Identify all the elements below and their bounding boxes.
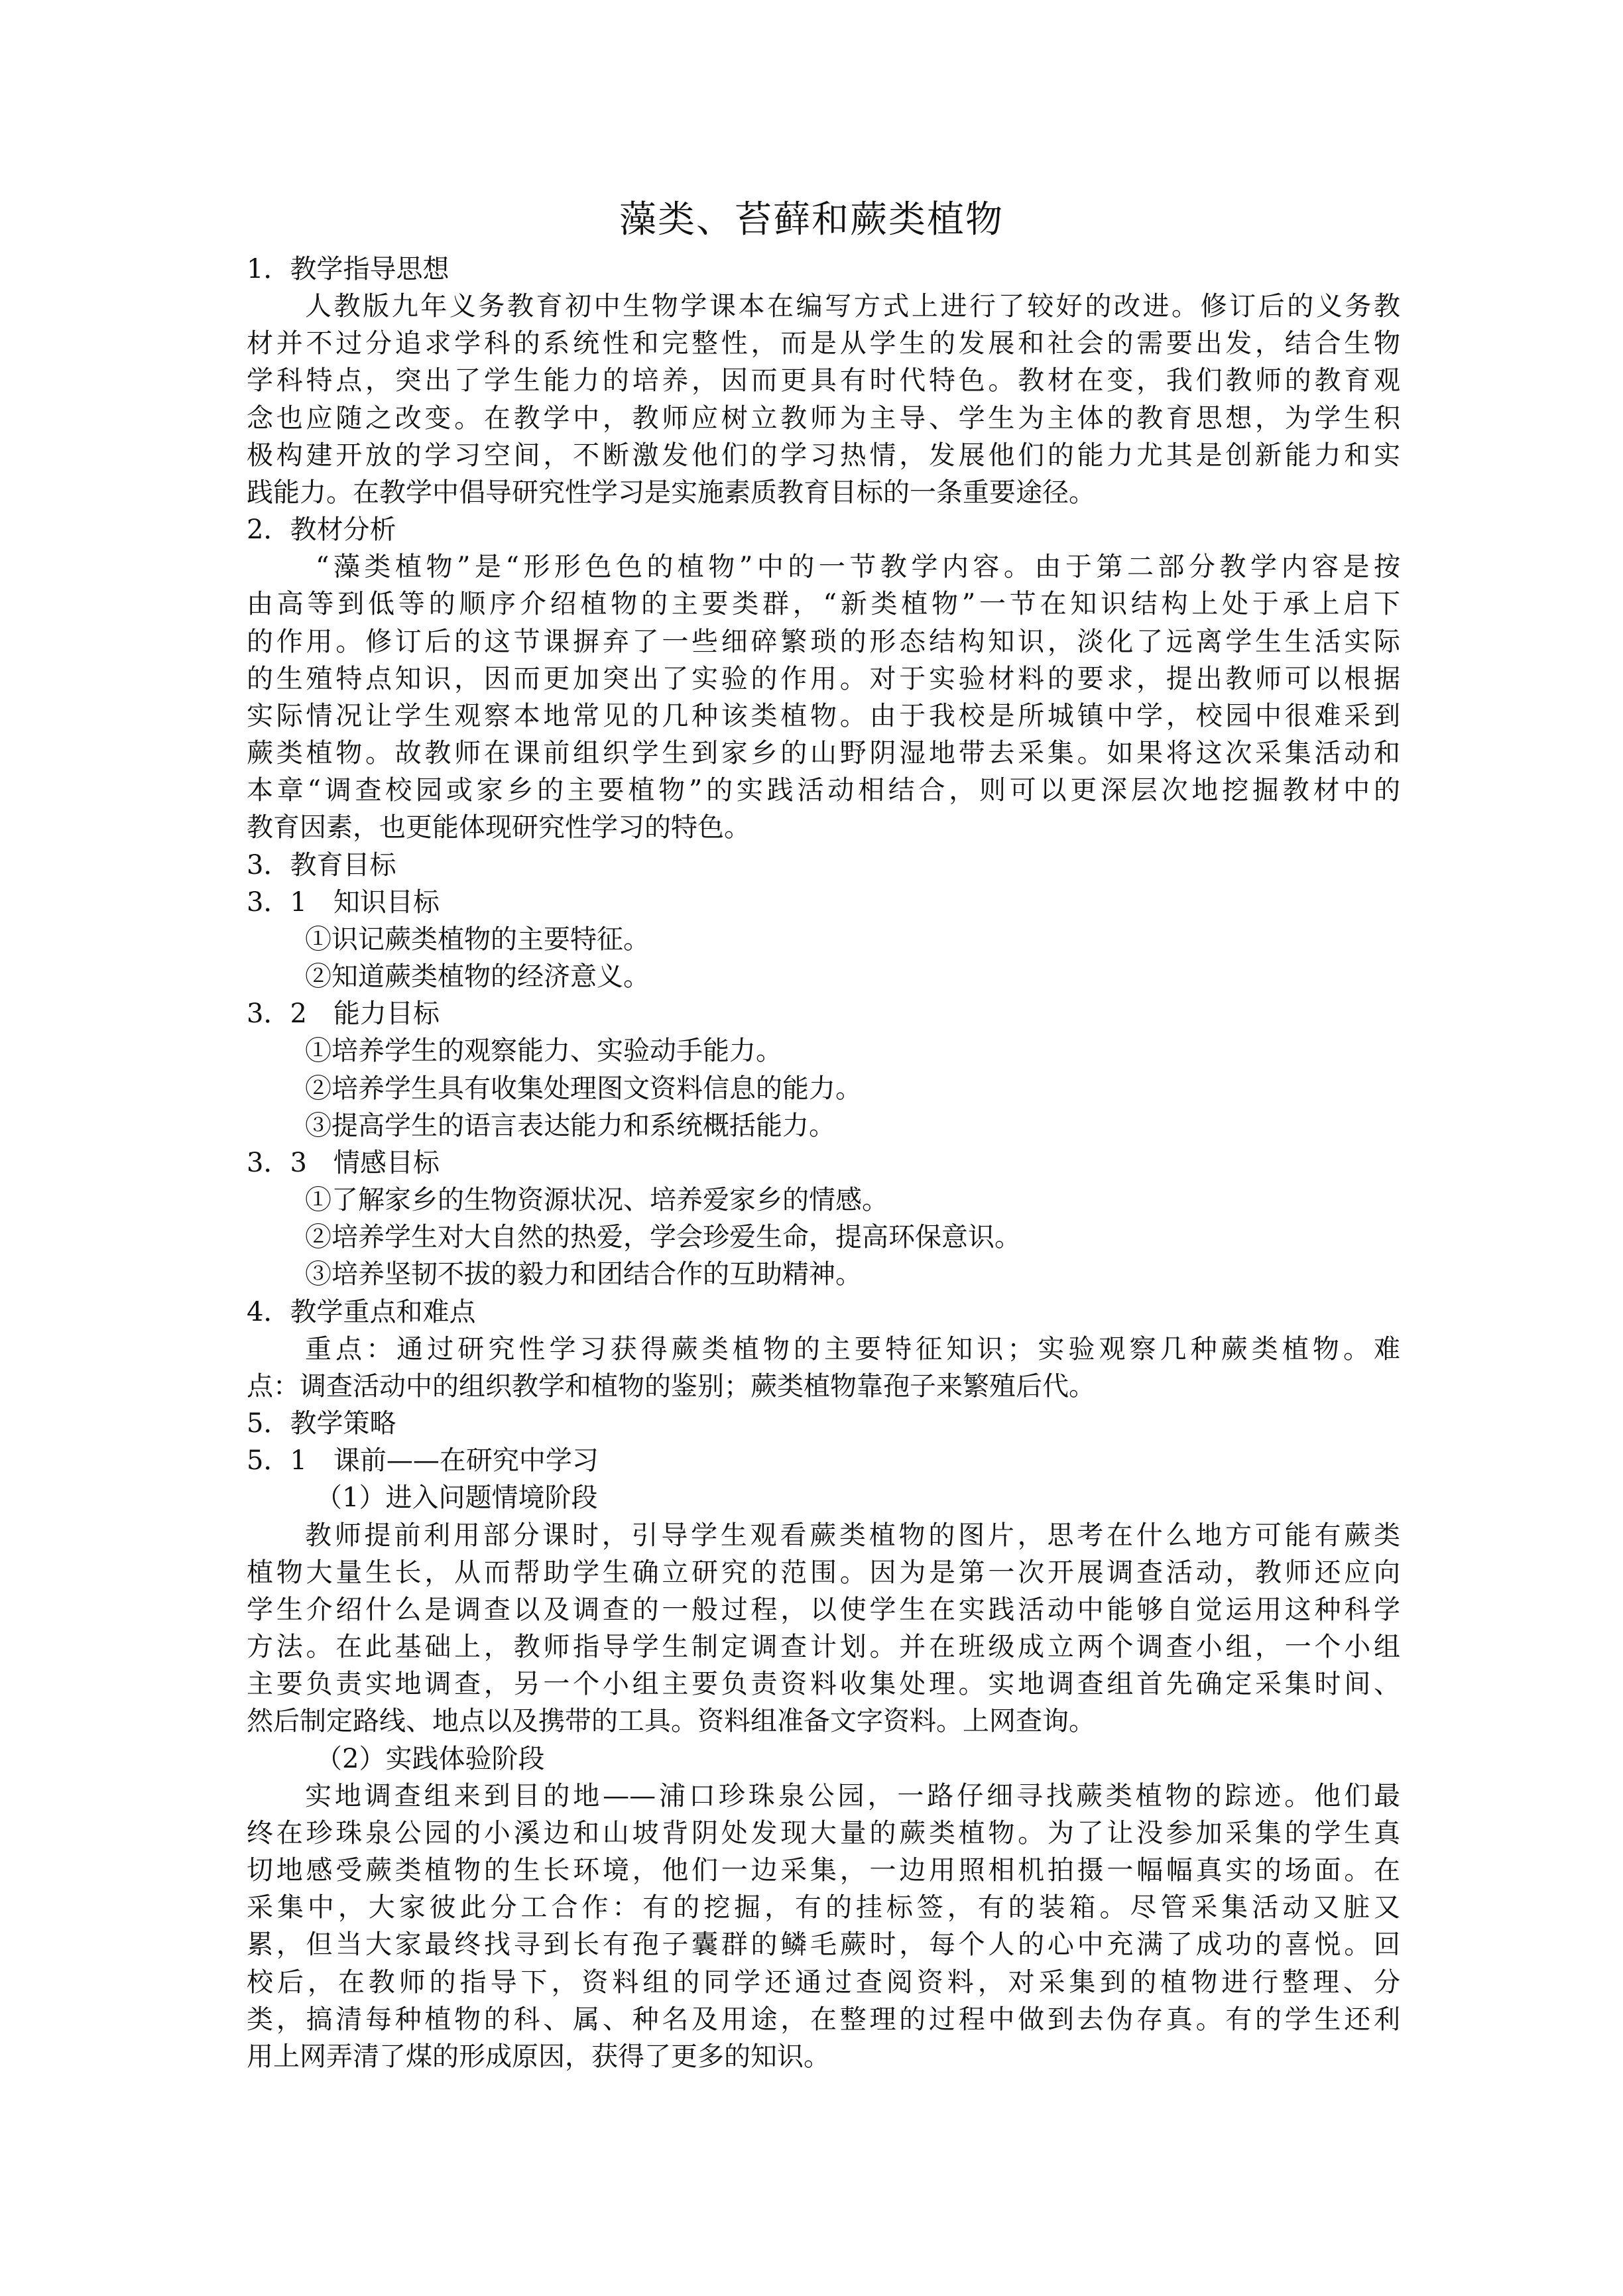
paragraph-line: 终在珍珠泉公园的小溪边和山坡背阴处发现大量的蕨类植物。为了让没参加采集的学生真 <box>247 1818 1400 1848</box>
list-item: ①了解家乡的生物资源状况、培养爱家乡的情感。 <box>305 1185 888 1215</box>
paragraph-line: 由高等到低等的顺序介绍植物的主要类群，“新类植物”一节在知识结构上处于承上启下 <box>247 589 1400 619</box>
paragraph-line: 切地感受蕨类植物的生长环境，他们一边采集，一边用照相机拍摄一幅幅真实的场面。在 <box>247 1855 1400 1886</box>
paragraph-line: 累，但当大家最终找寻到长有孢子囊群的鳞毛蕨时，每个人的心中充满了成功的喜悦。回 <box>247 1929 1400 1960</box>
list-item: ②培养学生具有收集处理图文资料信息的能力。 <box>305 1073 862 1104</box>
section-heading: 3．教育目标 <box>247 850 396 880</box>
paragraph-line: 蕨类植物。故教师在课前组织学生到家乡的山野阴湿地带去采集。如果将这次采集活动和 <box>247 738 1400 768</box>
paragraph-line: 学生介绍什么是调查以及调查的一般过程，以使学生在实践活动中能够自觉运用这种科学 <box>247 1595 1400 1625</box>
paragraph-line: 念也应随之改变。在教学中，教师应树立教师为主导、学生为主体的教育思想，为学生积 <box>247 403 1400 434</box>
paragraph-line: 材并不过分追求学科的系统性和完整性，而是从学生的发展和社会的需要出发，结合生物 <box>247 328 1400 359</box>
document-title: 藻类、苔藓和蕨类植物 <box>619 198 1004 241</box>
paragraph-line: 践能力。在教学中倡导研究性学习是实施素质教育目标的一条重要途径。 <box>247 477 1095 508</box>
list-item: ③提高学生的语言表达能力和系统概括能力。 <box>305 1111 835 1141</box>
step-heading: （2）实践体验阶段 <box>316 1744 545 1774</box>
paragraph-line: 人教版九年义务教育初中生物学课本在编写方式上进行了较好的改进。修订后的义务教 <box>305 291 1400 322</box>
paragraph-line: 方法。在此基础上，教师指导学生制定调查计划。并在班级成立两个调查小组，一个小组 <box>247 1632 1400 1662</box>
paragraph-line: 教育因素，也更能体现研究性学习的特色。 <box>247 812 751 843</box>
paragraph-line: 点：调查活动中的组织教学和植物的鉴别；蕨类植物靠孢子来繁殖后代。 <box>247 1371 1095 1402</box>
paragraph-line: 然后制定路线、地点以及携带的工具。资料组准备文字资料。上网查询。 <box>247 1706 1095 1736</box>
paragraph-line: 实际情况让学生观察本地常见的几种该类植物。由于我校是所城镇中学，校园中很难采到 <box>247 701 1400 731</box>
subsection-heading: 3．3 情感目标 <box>247 1148 440 1178</box>
section-heading: 5．教学策略 <box>247 1408 396 1439</box>
paragraph-line: 极构建开放的学习空间，不断激发他们的学习热情，发展他们的能力尤其是创新能力和实 <box>247 440 1400 471</box>
paragraph-line: 校后，在教师的指导下，资料组的同学还通过查阅资料，对采集到的植物进行整理、分 <box>247 1967 1400 1998</box>
list-item: ②知道蕨类植物的经济意义。 <box>305 961 650 992</box>
paragraph-line: 的生殖特点知识，因而更加突出了实验的作用。对于实验材料的要求，提出教师可以根据 <box>247 664 1400 694</box>
paragraph-line: 重点：通过研究性学习获得蕨类植物的主要特征知识；实验观察几种蕨类植物。难 <box>305 1334 1400 1364</box>
section-heading: 2．教材分析 <box>247 514 396 545</box>
paragraph-line: 主要负责实地调查，另一个小组主要负责资料收集处理。实地调查组首先确定采集时间、 <box>247 1669 1400 1699</box>
subsection-heading: 3．1 知识目标 <box>247 887 440 918</box>
step-heading: （1）进入问题情境阶段 <box>316 1482 598 1513</box>
subsection-heading: 3．2 能力目标 <box>247 998 440 1029</box>
paragraph-line: 教师提前利用部分课时，引导学生观看蕨类植物的图片，思考在什么地方可能有蕨类 <box>305 1520 1400 1551</box>
paragraph-line: 植物大量生长，从而帮助学生确立研究的范围。因为是第一次开展调查活动，教师还应向 <box>247 1557 1400 1588</box>
paragraph-line: 的作用。修订后的这节课摒弃了一些细碎繁琐的形态结构知识，淡化了远离学生生活实际 <box>247 627 1400 657</box>
list-item: ③培养坚韧不拔的毅力和团结合作的互助精神。 <box>305 1259 862 1290</box>
list-item: ①识记蕨类植物的主要特征。 <box>305 924 650 955</box>
paragraph-line: 学科特点，突出了学生能力的培养，因而更具有时代特色。教材在变，我们教师的教育观 <box>247 365 1400 396</box>
paragraph-line: 本章“调查校园或家乡的主要植物”的实践活动相结合，则可以更深层次地挖掘教材中的 <box>247 775 1400 806</box>
paragraph-line: 实地调查组来到目的地——浦口珍珠泉公园，一路仔细寻找蕨类植物的踪迹。他们最 <box>305 1781 1400 1811</box>
section-heading: 1．教学指导思想 <box>247 254 450 284</box>
list-item: ①培养学生的观察能力、实验动手能力。 <box>305 1036 782 1066</box>
paragraph-line: 用上网弄清了煤的形成原因，获得了更多的知识。 <box>247 2041 830 2072</box>
subsection-heading: 5．1 课前——在研究中学习 <box>247 1445 599 1476</box>
list-item: ②培养学生对大自然的热爱，学会珍爱生命，提高环保意识。 <box>305 1222 1021 1252</box>
paragraph-line: 类，搞清每种植物的科、属、种名及用途，在整理的过程中做到去伪存真。有的学生还利 <box>247 2004 1400 2035</box>
section-heading: 4．教学重点和难点 <box>247 1297 476 1327</box>
paragraph-line: 采集中，大家彼此分工合作：有的挖掘，有的挂标签，有的装箱。尽管采集活动又脏又 <box>247 1892 1400 1923</box>
paragraph-line: “藻类植物”是“形形色色的植物”中的一节教学内容。由于第二部分教学内容是按 <box>316 552 1400 582</box>
